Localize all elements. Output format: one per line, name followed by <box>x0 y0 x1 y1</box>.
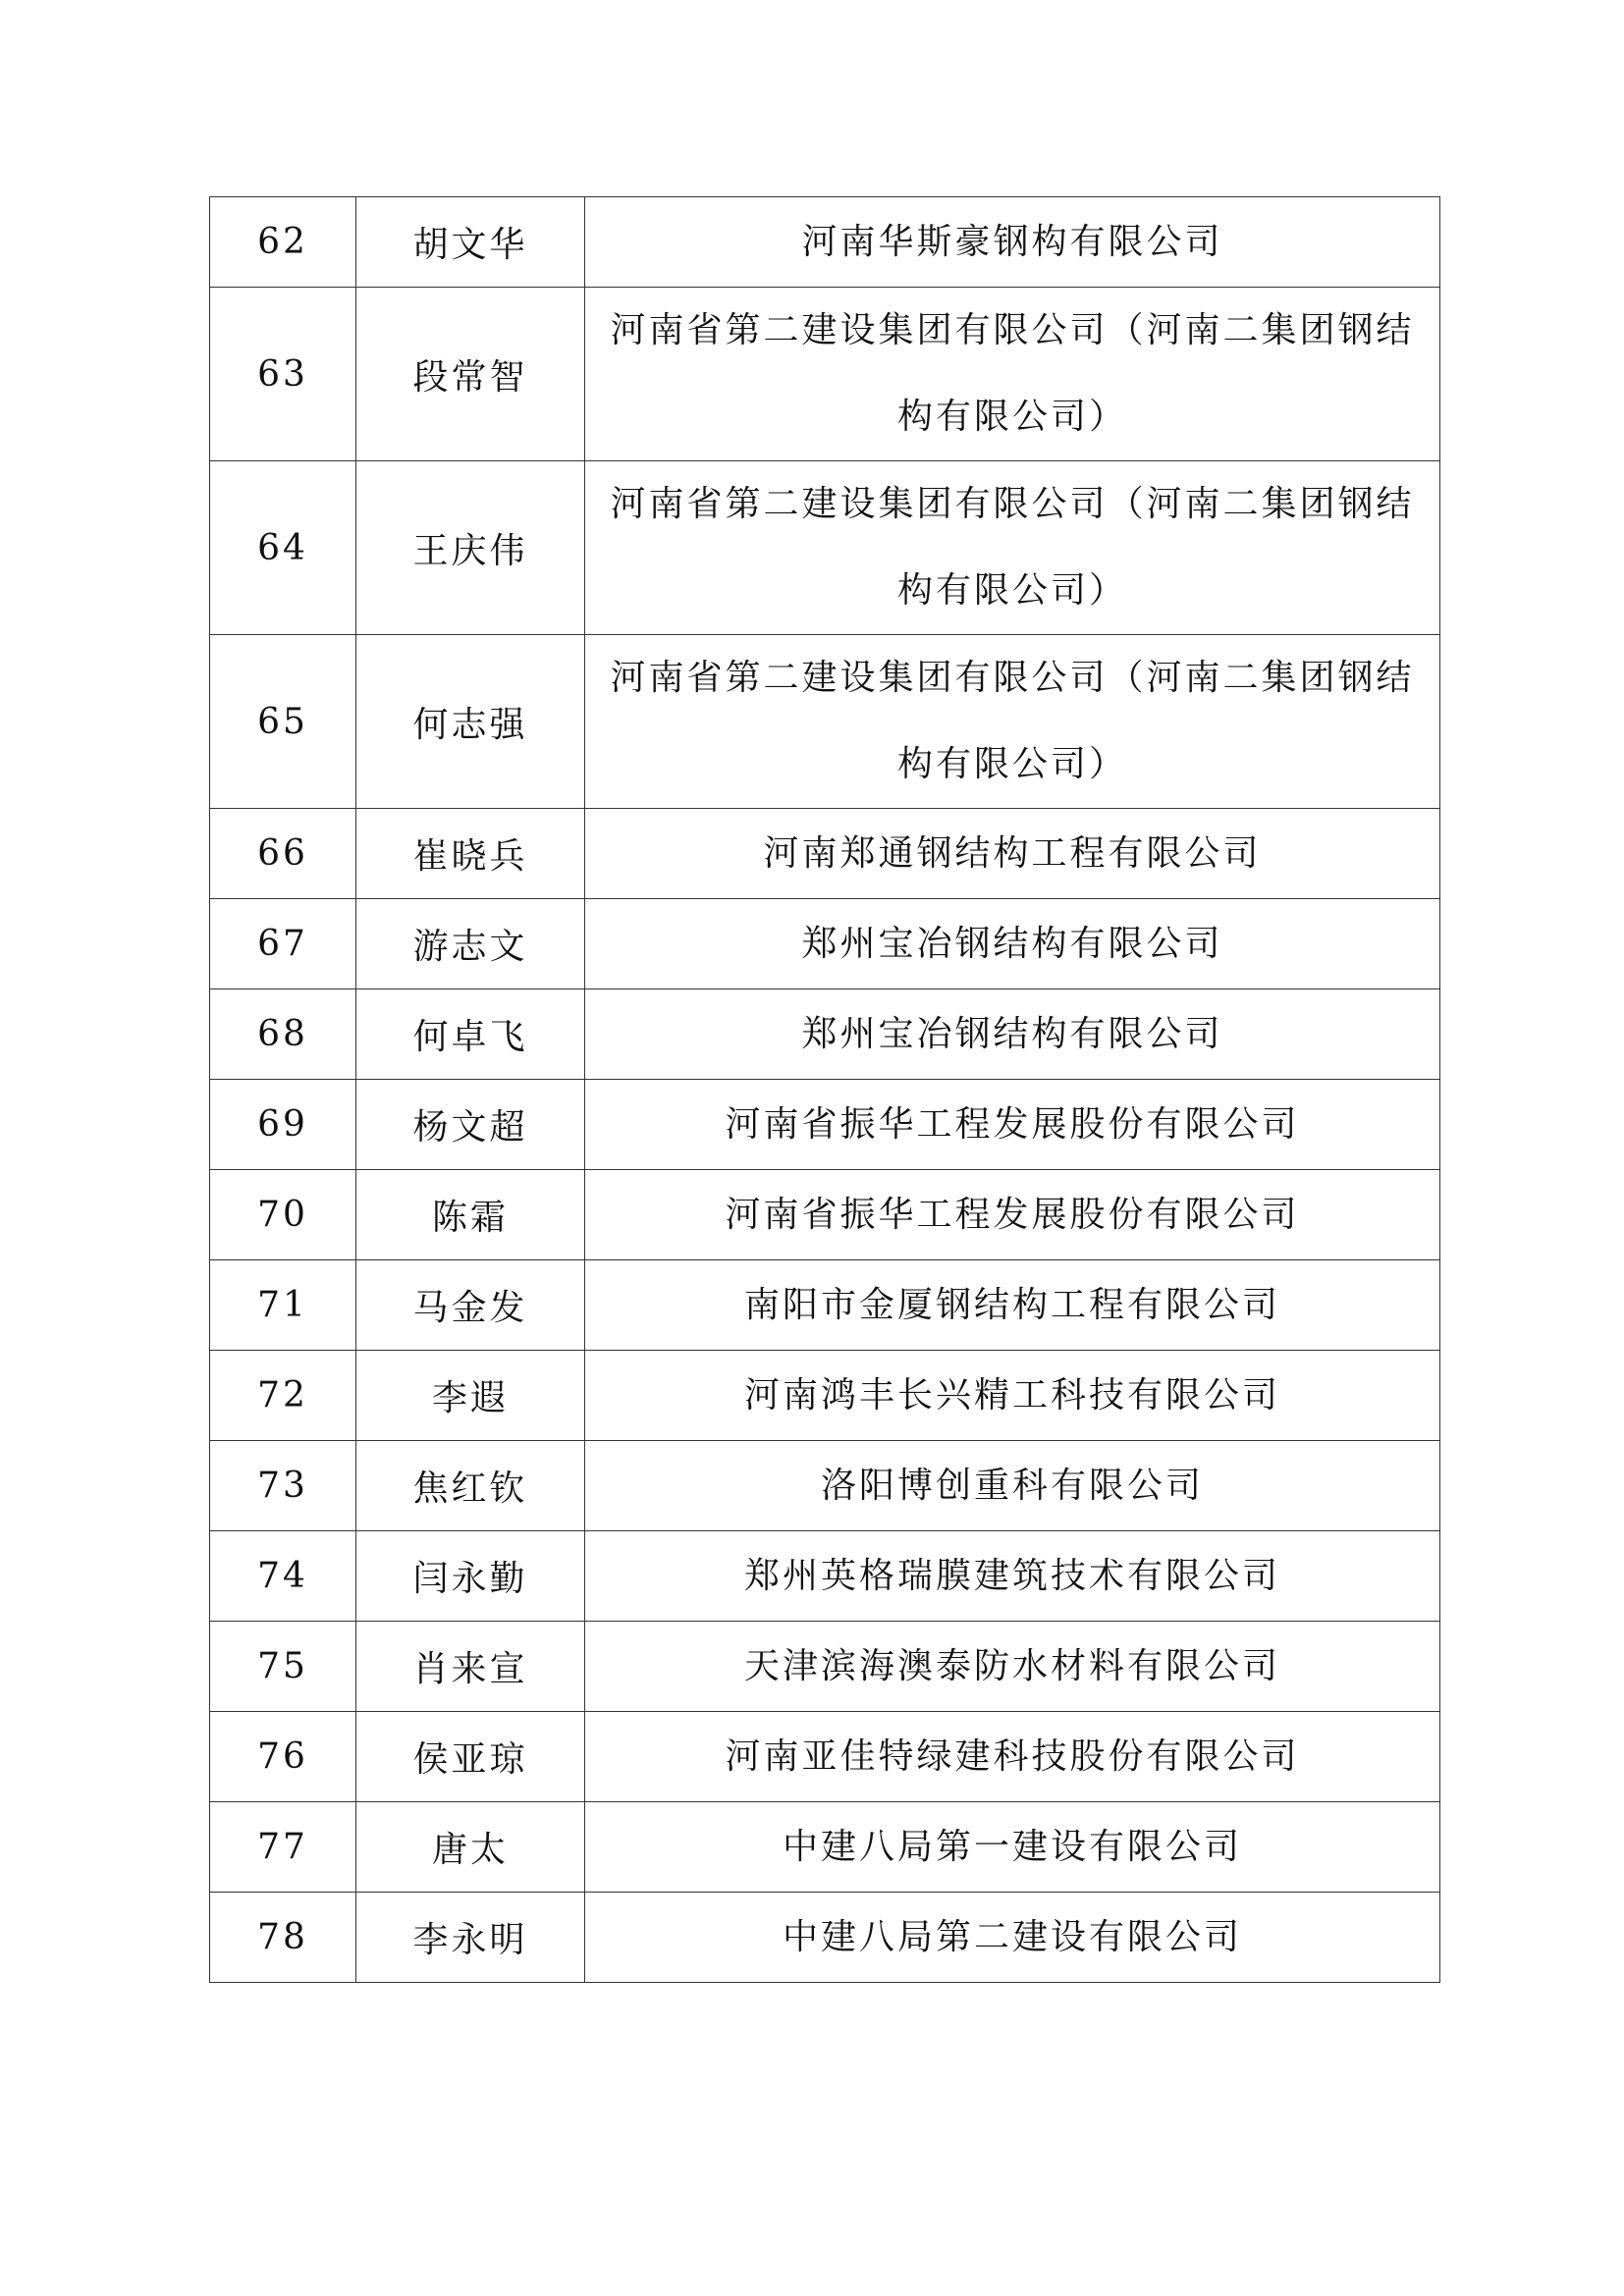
person-name: 陈霜 <box>356 1170 585 1260</box>
organization <box>585 989 1440 1080</box>
person-name: 段常智 <box>356 288 585 461</box>
table-row <box>210 1893 1440 1983</box>
person-name: 何志强 <box>356 635 585 809</box>
person-name: 唐太 <box>356 1802 585 1893</box>
table-row <box>210 461 1440 635</box>
person-name: 胡文华 <box>356 197 585 288</box>
organization-text: 洛阳博创重科有限公司 <box>820 1465 1204 1506</box>
organization <box>585 1712 1440 1802</box>
person-name: 何卓飞 <box>356 989 585 1080</box>
person-name: 李永明 <box>356 1893 585 1983</box>
organization <box>585 1802 1440 1893</box>
table-row <box>210 1802 1440 1893</box>
table-row <box>210 1712 1440 1802</box>
organization-text: 河南省第二建设集团有限公司（河南二集团钢结构有限公司） <box>610 484 1415 611</box>
person-name: 肖来宣 <box>356 1622 585 1712</box>
row-number: 69 <box>210 1080 356 1170</box>
row-number: 77 <box>210 1802 356 1893</box>
organization-text: 河南省第二建设集团有限公司（河南二集团钢结构有限公司） <box>610 658 1415 784</box>
organization-text: 天津滨海澳泰防水材料有限公司 <box>743 1645 1280 1686</box>
organization-text: 郑州宝冶钢结构有限公司 <box>801 923 1223 964</box>
table-row <box>210 1531 1440 1622</box>
row-number: 74 <box>210 1531 356 1622</box>
organization <box>585 1441 1440 1531</box>
organization <box>585 1170 1440 1260</box>
organization <box>585 1893 1440 1983</box>
row-number: 62 <box>210 197 356 288</box>
organization-text: 河南省振华工程发展股份有限公司 <box>725 1194 1300 1235</box>
organization <box>585 461 1440 635</box>
organization <box>585 1260 1440 1351</box>
row-number: 68 <box>210 989 356 1080</box>
person-name: 王庆伟 <box>356 461 585 635</box>
row-number: 73 <box>210 1441 356 1531</box>
row-number: 71 <box>210 1260 356 1351</box>
organization-text: 郑州英格瑞膜建筑技术有限公司 <box>743 1555 1280 1596</box>
roster-table <box>209 196 1440 1983</box>
organization <box>585 197 1440 288</box>
organization <box>585 288 1440 461</box>
organization <box>585 1531 1440 1622</box>
table-row <box>210 1080 1440 1170</box>
table-row <box>210 809 1440 899</box>
row-number: 65 <box>210 635 356 809</box>
organization-text: 河南华斯豪钢构有限公司 <box>801 221 1223 262</box>
organization-text: 河南亚佳特绿建科技股份有限公司 <box>725 1735 1300 1777</box>
table-row <box>210 899 1440 989</box>
table-row <box>210 989 1440 1080</box>
row-number: 76 <box>210 1712 356 1802</box>
organization-text: 中建八局第二建设有限公司 <box>782 1916 1242 1957</box>
organization-text: 河南省振华工程发展股份有限公司 <box>725 1103 1300 1145</box>
table-row <box>210 197 1440 288</box>
person-name: 闫永勤 <box>356 1531 585 1622</box>
organization-text: 河南省第二建设集团有限公司（河南二集团钢结构有限公司） <box>610 310 1415 437</box>
row-number: 64 <box>210 461 356 635</box>
person-name: 马金发 <box>356 1260 585 1351</box>
document-page <box>209 196 1439 1983</box>
organization-text: 南阳市金厦钢结构工程有限公司 <box>743 1284 1280 1325</box>
table-row <box>210 288 1440 461</box>
row-number: 72 <box>210 1351 356 1441</box>
person-name: 杨文超 <box>356 1080 585 1170</box>
row-number: 66 <box>210 809 356 899</box>
row-number: 78 <box>210 1893 356 1983</box>
organization-text: 河南郑通钢结构工程有限公司 <box>763 832 1262 874</box>
table-row <box>210 1170 1440 1260</box>
table-row <box>210 1441 1440 1531</box>
row-number: 63 <box>210 288 356 461</box>
organization <box>585 809 1440 899</box>
person-name: 焦红钦 <box>356 1441 585 1531</box>
person-name: 游志文 <box>356 899 585 989</box>
organization-text: 中建八局第一建设有限公司 <box>782 1826 1242 1867</box>
person-name: 崔晓兵 <box>356 809 585 899</box>
organization-text: 河南鸿丰长兴精工科技有限公司 <box>743 1374 1280 1415</box>
organization <box>585 1622 1440 1712</box>
row-number: 67 <box>210 899 356 989</box>
person-name: 侯亚琼 <box>356 1712 585 1802</box>
table-row <box>210 1260 1440 1351</box>
person-name: 李遐 <box>356 1351 585 1441</box>
table-row <box>210 1351 1440 1441</box>
row-number: 75 <box>210 1622 356 1712</box>
table-row <box>210 1622 1440 1712</box>
row-number: 70 <box>210 1170 356 1260</box>
organization-text: 郑州宝冶钢结构有限公司 <box>801 1013 1223 1054</box>
table-row <box>210 635 1440 809</box>
organization <box>585 899 1440 989</box>
organization <box>585 1351 1440 1441</box>
organization <box>585 1080 1440 1170</box>
organization <box>585 635 1440 809</box>
